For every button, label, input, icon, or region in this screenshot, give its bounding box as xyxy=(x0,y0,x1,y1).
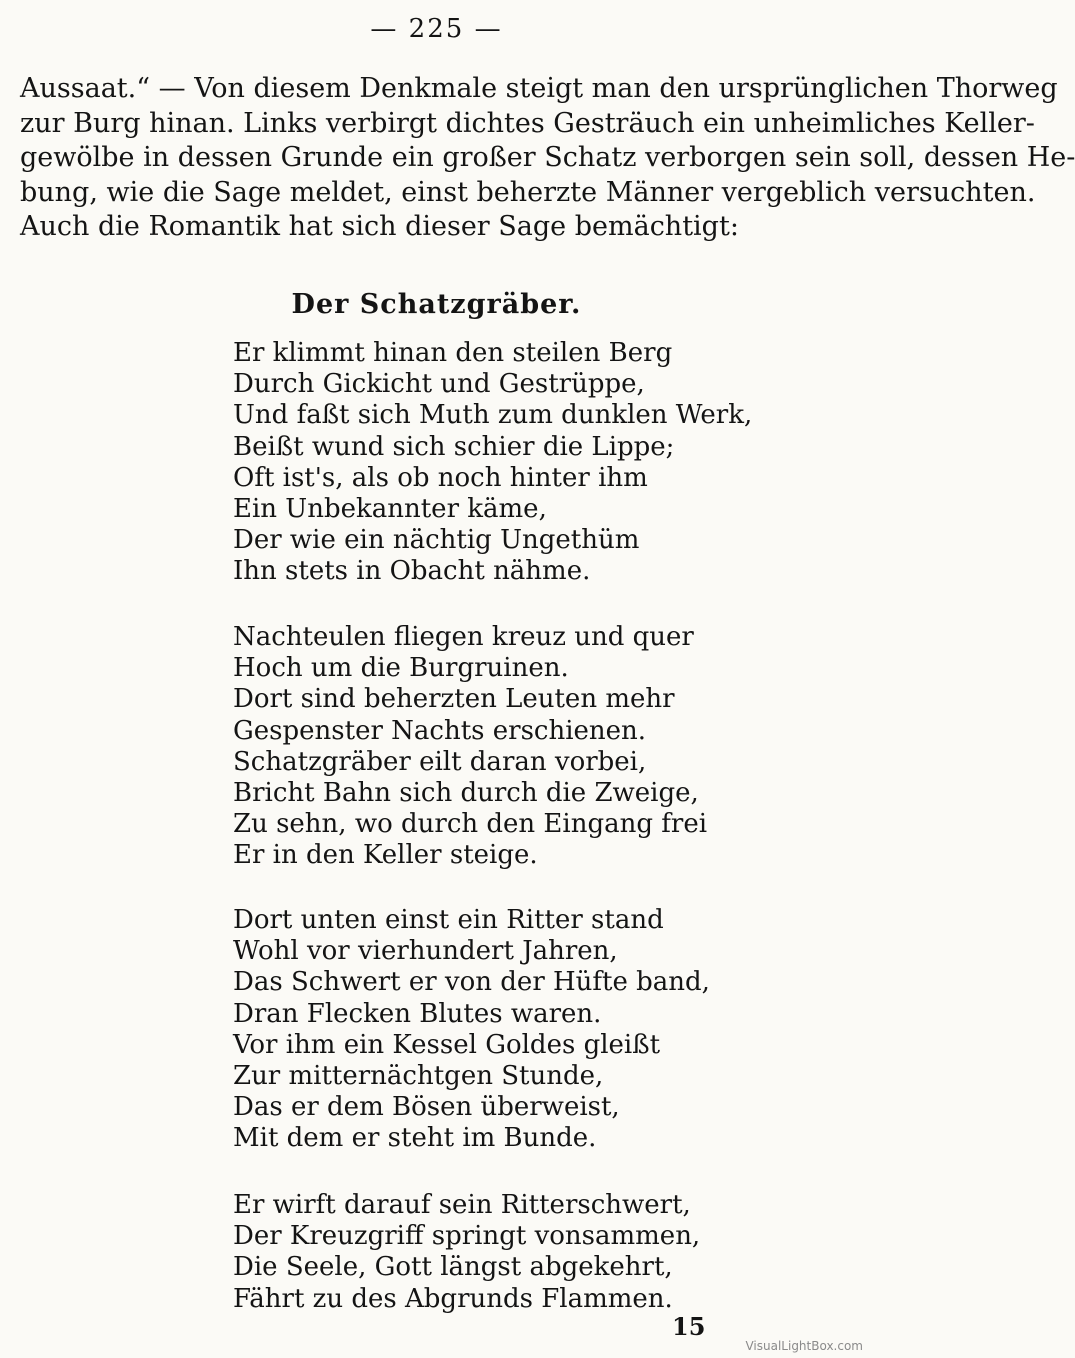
poem-stanza xyxy=(233,1190,701,1315)
poem-verse: Bricht Bahn sich durch die Zweige, xyxy=(233,778,699,809)
poem-verse: Er klimmt hinan den steilen Berg xyxy=(233,338,673,368)
poem-verse: Der wie ein nächtig Ungethüm xyxy=(233,525,640,556)
poem-verse: Zu sehn, wo durch den Eingang frei xyxy=(233,809,708,840)
poem-verse: Durch Gickicht und Gestrüppe, xyxy=(233,369,645,400)
poem-verse: Gespenster Nachts erschienen. xyxy=(233,715,647,746)
poem-verse: Nachteulen fliegen kreuz und quer xyxy=(233,622,694,652)
prose-line: bung, wie die Sage meldet, einst beherzte Männer vergeblich versuchten. xyxy=(20,176,1036,208)
poem-verse: Ein Unbekannter käme, xyxy=(233,494,547,525)
poem-verse: Die Seele, Gott längst abgekehrt, xyxy=(233,1252,673,1283)
prose-line: zur Burg hinan. Links verbirgt dichtes Gesträuch ein unheimliches Keller- xyxy=(20,107,1035,139)
prose-line: gewölbe in dessen Grunde ein großer Schatz verborgen sein soll, dessen He- xyxy=(20,142,1075,173)
poem-title: Der Schatzgräber. xyxy=(291,289,582,320)
prose-line: Aussaat.“ — Von diesem Denkmale steigt man den ursprünglichen Thorweg xyxy=(20,73,1058,104)
poem-verse: Ihn stets in Obacht nähme. xyxy=(233,556,591,587)
signature-mark: 15 xyxy=(672,1312,706,1341)
poem-verse: Er wirft darauf sein Ritterschwert, xyxy=(233,1190,691,1220)
poem-verse: Dort sind beherzten Leuten mehr xyxy=(233,684,675,715)
prose-line: Auch die Romantik hat sich dieser Sage bemächtigt: xyxy=(20,211,739,242)
poem-verse: Schatzgräber eilt daran vorbei, xyxy=(233,746,647,777)
poem-verse: Dran Flecken Blutes waren. xyxy=(233,998,602,1029)
poem-verse: Das er dem Bösen überweist, xyxy=(233,1092,620,1123)
poem-verse: Oft ist's, als ob noch hinter ihm xyxy=(233,462,648,493)
poem-verse: Vor ihm ein Kessel Goldes gleißt xyxy=(233,1029,661,1060)
poem-verse: Zur mitternächtgen Stunde, xyxy=(233,1061,604,1092)
prose-paragraph xyxy=(20,72,1075,245)
poem-verse: Er in den Keller steige. xyxy=(233,840,538,871)
poem-verse: Wohl vor vierhundert Jahren, xyxy=(233,936,618,967)
poem-verse: Beißt wund sich schier die Lippe; xyxy=(233,431,675,462)
poem-verse: Und faßt sich Muth zum dunklen Werk, xyxy=(233,400,753,431)
page-number-header: — 225 — xyxy=(370,14,503,44)
poem-verse: Dort unten einst ein Ritter stand xyxy=(233,905,664,935)
poem-verse: Mit dem er steht im Bunde. xyxy=(233,1123,597,1154)
watermark-text: VisualLightBox.com xyxy=(745,1339,863,1353)
poem-verse: Der Kreuzgriff springt vonsammen, xyxy=(233,1221,701,1252)
poem-stanza xyxy=(233,338,753,588)
poem-verse: Hoch um die Burgruinen. xyxy=(233,653,569,684)
poem-verse: Das Schwert er von der Hüfte band, xyxy=(233,967,710,998)
poem-verse: Fährt zu des Abgrunds Flammen. xyxy=(233,1283,673,1314)
poem-stanza xyxy=(233,622,708,872)
poem-stanza xyxy=(233,905,710,1155)
